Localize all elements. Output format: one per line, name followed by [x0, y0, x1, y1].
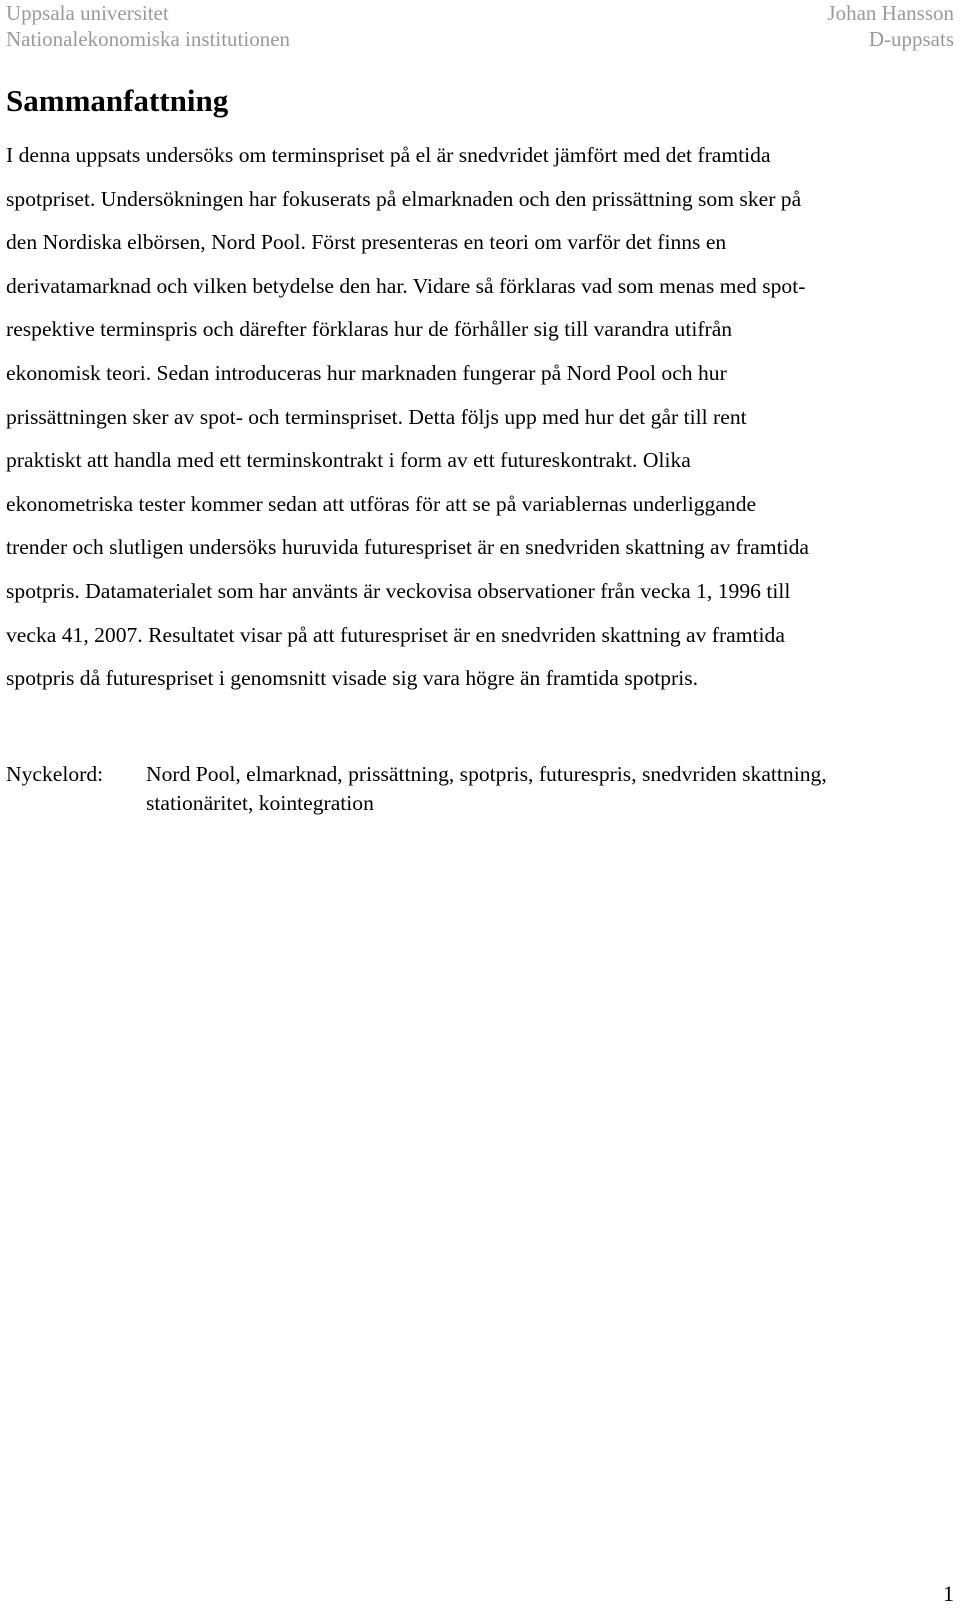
keywords-section [6, 760, 956, 818]
header-department: Nationalekonomiska institutionen [6, 27, 291, 51]
abstract-line: trender och slutligen undersöks huruvida futurespriset är en snedvriden skattning av framtida [6, 535, 809, 560]
abstract-line: spotpris då futurespriset i genomsnitt visade sig vara högre än framtida spotpris. [6, 666, 699, 691]
abstract-line: ekonomisk teori. Sedan introduceras hur marknaden fungerar på Nord Pool och hur [6, 360, 727, 385]
keywords-line: stationäritet, kointegration [146, 791, 374, 815]
header-document-type: D-uppsats [868, 27, 954, 51]
page-number: 1 [943, 1581, 954, 1606]
abstract-line: derivatamarknad och vilken betydelse den har. Vidare så förklaras vad som menas med spot- [6, 273, 806, 298]
abstract-line: praktiskt att handla med ett terminskontrakt i form av ett futureskontrakt. Olika [6, 448, 691, 473]
header-row-1 [6, 0, 954, 26]
header-university: Uppsala universitet [6, 1, 169, 25]
page-header [6, 0, 954, 52]
abstract-line: den Nordiska elbörsen, Nord Pool. Först presenteras en teori om varför det finns en [6, 230, 727, 255]
abstract-paragraph [6, 134, 956, 701]
abstract-line: ekonometriska tester kommer sedan att utföras för att se på variablernas underliggande [6, 491, 757, 516]
abstract-line: respektive terminspris och därefter förklaras hur de förhåller sig till varandra utifrån [6, 317, 733, 342]
keywords-label: Nyckelord: [6, 762, 104, 786]
header-row-2 [6, 26, 954, 52]
page-title: Sammanfattning [6, 83, 229, 118]
keywords-line: Nord Pool, elmarknad, prissättning, spotpris, futurespris, snedvriden skattning, [146, 762, 827, 786]
abstract-line: spotpriset. Undersökningen har fokuserats på elmarknaden och den prissättning som sker på [6, 186, 802, 211]
abstract-line: spotpris. Datamaterialet som har använts är veckovisa observationer från vecka 1, 1996 till [6, 578, 791, 603]
header-author: Johan Hansson [827, 1, 954, 25]
abstract-line: vecka 41, 2007. Resultatet visar på att futurespriset är en snedvriden skattning av framtida [6, 622, 785, 647]
abstract-line: prissättningen sker av spot- och terminspriset. Detta följs upp med hur det går till rent [6, 404, 747, 429]
abstract-line: I denna uppsats undersöks om terminspriset på el är snedvridet jämfört med det framtida [6, 143, 771, 167]
keywords-list [146, 760, 956, 818]
